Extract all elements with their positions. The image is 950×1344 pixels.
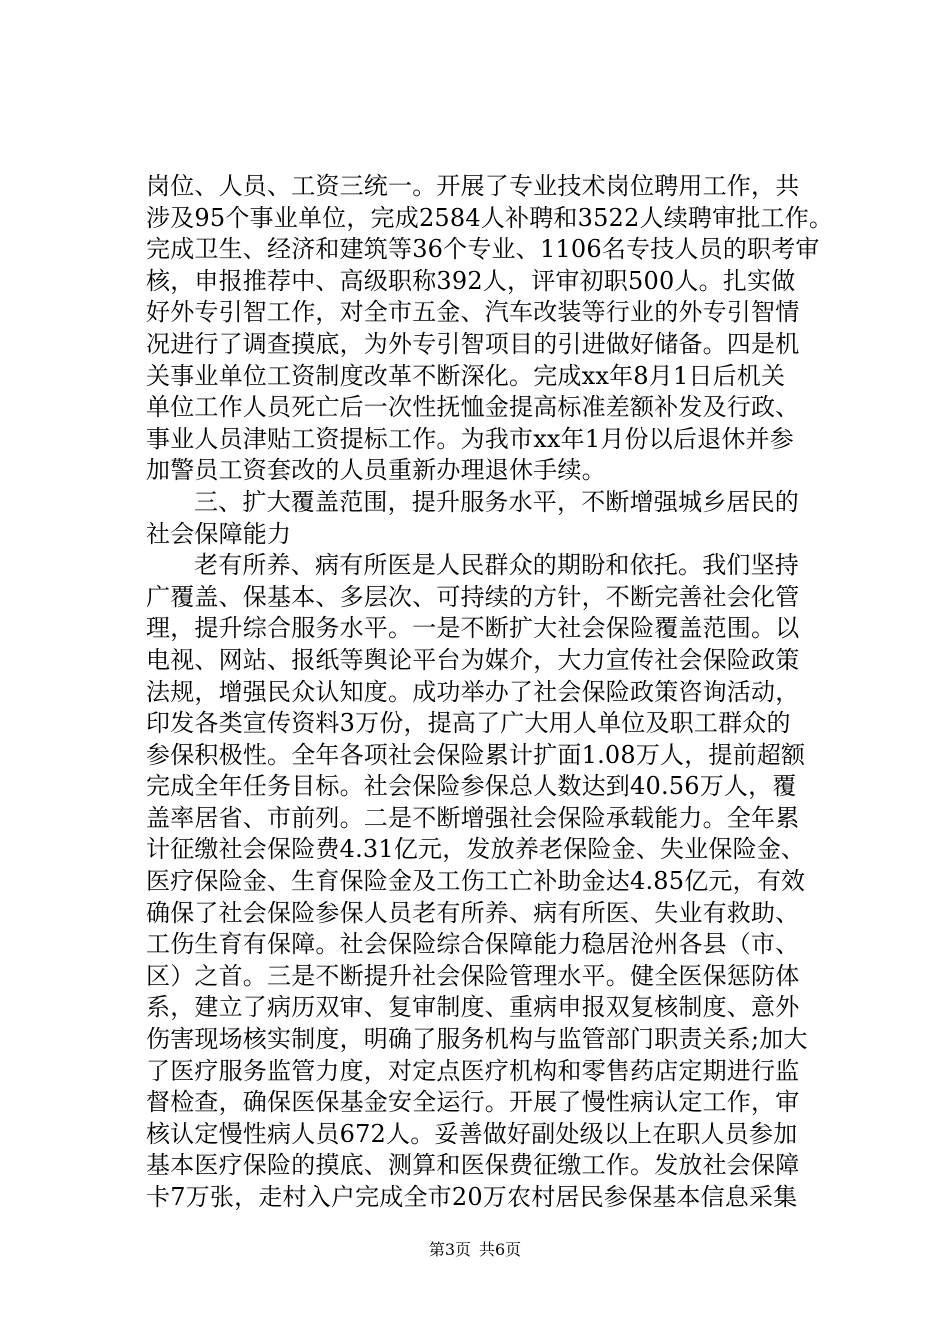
text-line: 工伤生育有保障。社会保险综合保障能力稳居沧州各县（市、	[146, 930, 800, 959]
text-line: 事业人员津贴工资提标工作。为我市xx年1月份以后退休并参	[146, 424, 794, 453]
text-line: 督检查，确保医保基金安全运行。开展了慢性病认定工作，审	[146, 1088, 800, 1117]
text-line: 电视、网站、报纸等舆论平台为媒介，大力宣传社会保险政策	[146, 645, 800, 674]
text-line: 了医疗服务监管力度，对定点医疗机构和零售药店定期进行监	[146, 1056, 800, 1085]
text-line: 岗位、人员、工资三统一。开展了专业技术岗位聘用工作，共	[146, 172, 800, 200]
body-text	[146, 171, 834, 1214]
text-line: 印发各类宣传资料3万份，提高了广大用人单位及职工群众的	[146, 709, 791, 738]
text-line: 老有所养、病有所医是人民群众的期盼和依托。我们坚持	[194, 551, 799, 580]
text-line: 核认定慢性病人员672人。妥善做好副处级以上在职人员参加	[146, 1119, 798, 1148]
text-line: 好外专引智工作，对全市五金、汽车改装等行业的外专引智情	[146, 298, 800, 327]
text-line: 系，建立了病历双审、复审制度、重病申报双复核制度、意外	[146, 993, 800, 1022]
text-line: 涉及95个事业单位，完成2584人补聘和3522人续聘审批工作。	[146, 203, 834, 232]
text-line: 确保了社会保险参保人员老有所养、病有所医、失业有救助、	[146, 898, 800, 927]
text-line: 广覆盖、保基本、多层次、可持续的方针，不断完善社会化管	[146, 582, 800, 611]
text-line: 参保积极性。全年各项社会保险累计扩面1.08万人，提前超额	[146, 740, 806, 769]
text-line: 区）之首。三是不断提升社会保险管理水平。健全医保惩防体	[146, 961, 800, 990]
text-line: 计征缴社会保险费4.31亿元，发放养老保险金、失业保险金、	[146, 835, 806, 864]
text-line: 盖率居省、市前列。二是不断增强社会保险承载能力。全年累	[146, 803, 800, 832]
text-line: 医疗保险金、生育保险金及工伤工亡补助金达4.85亿元，有效	[146, 867, 806, 896]
text-line: 伤害现场核实制度，明确了服务机构与监管部门职责关系;加大	[146, 1025, 808, 1054]
text-line: 关事业单位工资制度改革不断深化。完成xx年8月1日后机关	[146, 361, 786, 390]
section-heading: 三、扩大覆盖范围，提升服务水平，不断增强城乡居民的	[194, 487, 799, 516]
page-total: 共6页	[479, 1240, 522, 1259]
text-line: 卡7万张，走村入户完成全市20万农村居民参保基本信息采集	[146, 1183, 798, 1211]
text-line: 法规，增强民众认知度。成功举办了社会保险政策咨询活动，	[146, 677, 800, 706]
text-line: 单位工作人员死亡后一次性抚恤金提高标准差额补发及行政、	[146, 393, 800, 422]
page-number: 第3页	[428, 1240, 471, 1259]
text-line: 理，提升综合服务水平。一是不断扩大社会保险覆盖范围。以	[146, 614, 800, 643]
text-line: 完成卫生、经济和建筑等36个专业、1106名专技人员的职考审	[146, 235, 820, 264]
page-footer	[0, 1240, 950, 1260]
text-line: 基本医疗保险的摸底、测算和医保费征缴工作。发放社会保障	[146, 1151, 800, 1180]
text-line: 加警员工资套改的人员重新办理退休手续。	[146, 456, 606, 485]
text-line: 完成全年任务目标。社会保险参保总人数达到40.56万人，覆	[146, 772, 797, 801]
text-line: 核，申报推荐中、高级职称392人，评审初职500人。扎实做	[146, 266, 796, 295]
section-heading-continued: 社会保障能力	[146, 519, 292, 548]
text-line: 况进行了调查摸底，为外专引智项目的引进做好储备。四是机	[146, 329, 800, 358]
